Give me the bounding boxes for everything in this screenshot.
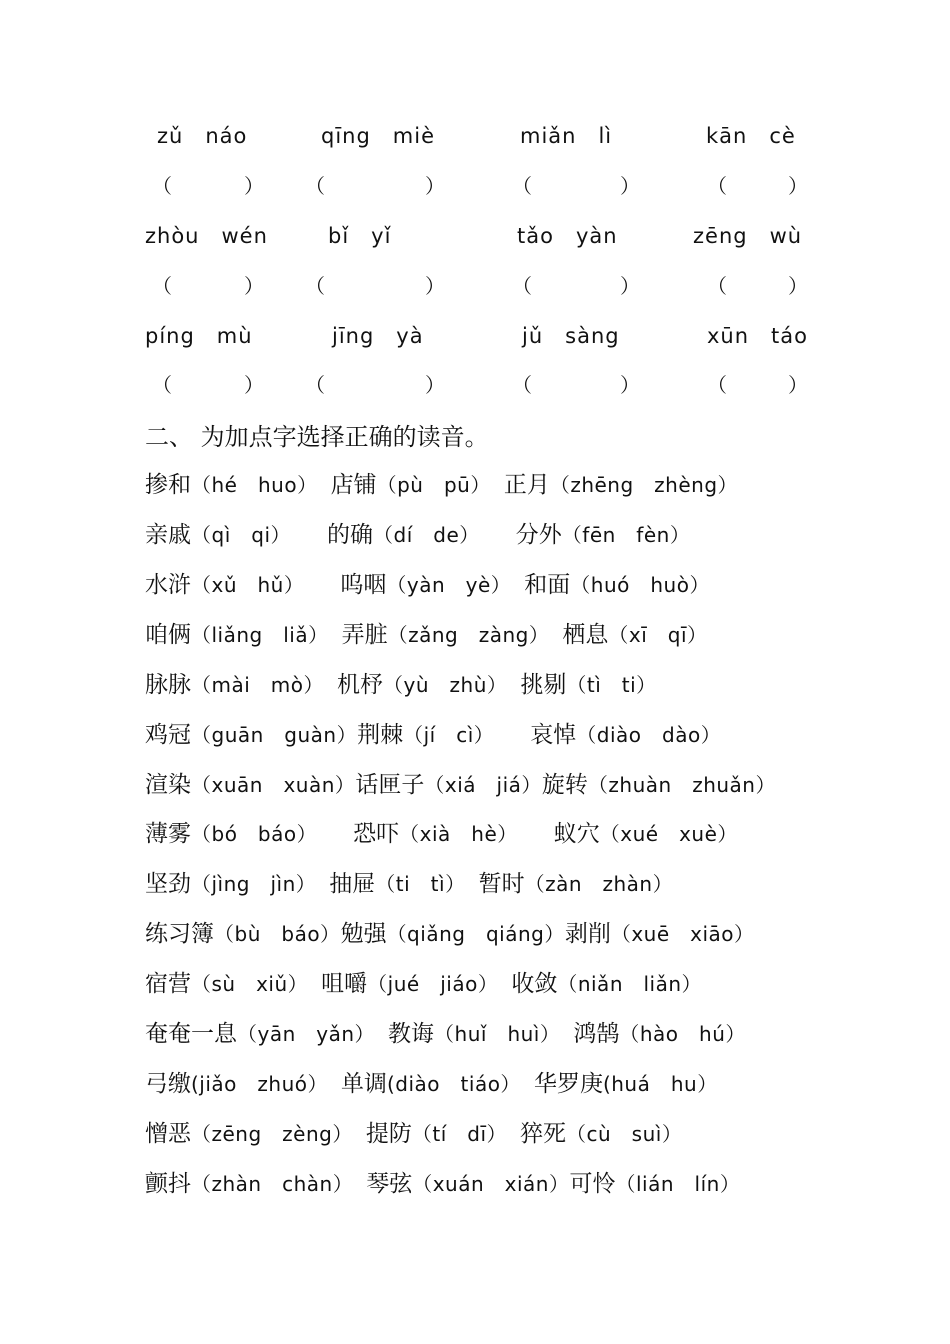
close-paren: ） (788, 274, 808, 298)
close-paren: ） (244, 174, 264, 198)
pinyin-item: miǎn lì (520, 124, 613, 148)
pinyin-options: （yù zhù） (383, 673, 498, 697)
choice-line (145, 516, 690, 549)
pinyin-item: xūn táo (707, 324, 808, 348)
close-paren: ） (244, 274, 264, 298)
pinyin-options: （zhuàn zhuǎn） (587, 773, 776, 797)
word: 宿营 (145, 971, 191, 997)
choice-line (145, 1015, 746, 1048)
pinyin-options: （tì ti） (566, 673, 657, 697)
pinyin-options: （liǎng liǎ） (191, 623, 319, 647)
word: 坚劲 (145, 871, 191, 897)
word: 栖息 (562, 622, 609, 648)
close-paren: ） (620, 274, 640, 298)
word: 收敛 (511, 971, 558, 997)
pinyin-options: （jí cì） (403, 723, 485, 747)
word: 练习簿 (145, 921, 214, 947)
open-paren: （ (707, 373, 727, 397)
word: 薄雾 (145, 821, 191, 847)
word: 可怜 (569, 1171, 616, 1197)
close-paren: ） (425, 373, 445, 397)
close-paren: ） (788, 373, 808, 397)
word: 渲染 (145, 772, 191, 798)
word: 华罗庚 (533, 1071, 603, 1097)
word: 提防 (365, 1121, 412, 1147)
pinyin-options: （yān yǎn） (237, 1022, 366, 1046)
choice-line (145, 915, 755, 948)
close-paren: ） (620, 174, 640, 198)
word: 挑剔 (520, 672, 567, 698)
word: 弄脏 (341, 622, 388, 648)
close-paren: ） (244, 373, 264, 397)
pinyin-options: （huǐ huì） (434, 1022, 551, 1046)
pinyin-options: （zhēng zhèng） (549, 473, 739, 497)
word: 亲戚 (145, 522, 191, 548)
choice-line (145, 666, 657, 699)
choice-line (145, 616, 708, 649)
pinyin-options: （huó huò） (570, 573, 710, 597)
pinyin-options: （xī qī） (608, 623, 708, 647)
pinyin-options: （tí dī） (411, 1122, 498, 1146)
open-paren: （ (512, 274, 532, 298)
word: 荆棘 (357, 722, 404, 748)
pinyin-options: （niǎn liǎn） (557, 972, 703, 996)
pinyin-options: （ti tì） (375, 872, 456, 896)
word: 剥削 (564, 921, 611, 947)
word: 咱俩 (145, 622, 191, 648)
word: 机杼 (337, 672, 384, 698)
open-paren: （ (512, 373, 532, 397)
choice-line (145, 865, 673, 898)
word: 憎恶 (145, 1121, 191, 1147)
word: 恐吓 (353, 821, 400, 847)
word: 正月 (503, 472, 550, 498)
pinyin-options: （sù xiǔ） (191, 972, 299, 996)
choice-line (145, 766, 776, 799)
close-paren: ） (425, 274, 445, 298)
pinyin-options: （xuán xián） (412, 1172, 570, 1196)
pinyin-options: （yàn yè） (386, 573, 502, 597)
pinyin-item: zēng wù (693, 224, 803, 248)
pinyin-options: （fēn fèn） (561, 523, 691, 547)
word: 鸿鹄 (573, 1021, 620, 1047)
word: 抽屉 (329, 871, 376, 897)
answer-blank-row (0, 270, 950, 300)
pinyin-options: （qiǎng qiáng） (386, 922, 565, 946)
word: 奄奄一息 (145, 1021, 237, 1047)
open-paren: （ (305, 373, 325, 397)
choice-line (145, 1115, 682, 1148)
pinyin-options: （jué jiáo） (367, 972, 489, 996)
word: 琴弦 (366, 1171, 413, 1197)
choice-line (145, 815, 738, 848)
pinyin-options: （zàn zhàn） (524, 872, 674, 896)
pinyin-options: （guān guàn） (191, 723, 358, 747)
word: 勉强 (340, 921, 387, 947)
pinyin-options: （mài mò） (191, 673, 315, 697)
pinyin-item: zhòu wén (145, 224, 268, 248)
pinyin-item: tǎo yàn (517, 224, 618, 248)
word: 颤抖 (145, 1171, 191, 1197)
word: 分外 (515, 522, 562, 548)
choice-line (145, 1165, 740, 1198)
pinyin-options: （pù pū） (376, 473, 481, 497)
pinyin-row (0, 320, 950, 350)
pinyin-item: píng mù (145, 324, 253, 348)
pinyin-options: （jìng jìn） (191, 872, 307, 896)
word: 单调 (341, 1071, 387, 1097)
choice-line (145, 1065, 718, 1098)
pinyin-options: （xià hè） (399, 822, 508, 846)
pinyin-options: (diào tiáo） (387, 1072, 511, 1096)
answer-blank-row (0, 369, 950, 399)
pinyin-options: （qì qi） (191, 523, 282, 547)
open-paren: （ (152, 373, 172, 397)
pinyin-options: （xué xuè） (599, 822, 738, 846)
pinyin-options: （zēng zèng） (191, 1122, 343, 1146)
pinyin-options: （diào dào） (576, 723, 722, 747)
word: 脉脉 (145, 672, 191, 698)
word: 话匣子 (355, 772, 425, 798)
pinyin-options: （xuē xiāo） (610, 922, 755, 946)
answer-blank-row (0, 170, 950, 200)
pinyin-options: （zǎng zàng） (387, 623, 540, 647)
pinyin-options: （xuān xuàn） (191, 773, 356, 797)
pinyin-options: （bó báo） (191, 822, 308, 846)
pinyin-options: （cù suì） (566, 1122, 683, 1146)
word: 鸡冠 (145, 722, 191, 748)
open-paren: （ (512, 174, 532, 198)
word: 暂时 (478, 871, 525, 897)
pinyin-options: （hé huo） (191, 473, 308, 497)
open-paren: （ (707, 174, 727, 198)
close-paren: ） (620, 373, 640, 397)
open-paren: （ (305, 174, 325, 198)
choice-line (145, 716, 721, 749)
word: 水浒 (145, 572, 191, 598)
word: 咀嚼 (321, 971, 368, 997)
choice-line (145, 466, 738, 499)
word: 旋转 (541, 772, 588, 798)
open-paren: （ (305, 274, 325, 298)
pinyin-options: （hào hú） (619, 1022, 746, 1046)
pinyin-item: jǔ sàng (522, 324, 620, 348)
choice-line (145, 965, 702, 998)
pinyin-row (0, 120, 950, 150)
open-paren: （ (152, 274, 172, 298)
pinyin-item: kān cè (706, 124, 796, 148)
pinyin-options: （zhàn chàn） (191, 1172, 344, 1196)
open-paren: （ (152, 174, 172, 198)
close-paren: ） (788, 174, 808, 198)
section-heading: 二、 为加点字选择正确的读音。 (145, 423, 489, 451)
word: 教诲 (388, 1021, 435, 1047)
word: 弓缴 (145, 1071, 191, 1097)
word: 呜咽 (340, 572, 387, 598)
pinyin-options: （xiá jiá） (424, 773, 542, 797)
pinyin-options: （dí de） (373, 523, 470, 547)
word: 店铺 (330, 472, 377, 498)
word: 猝死 (520, 1121, 567, 1147)
word: 哀悼 (530, 722, 577, 748)
word: 蚁穴 (553, 821, 600, 847)
pinyin-options: （xǔ hǔ） (191, 573, 295, 597)
word: 的确 (327, 522, 374, 548)
word: 和面 (524, 572, 571, 598)
open-paren: （ (707, 274, 727, 298)
pinyin-item: jīng yà (332, 324, 424, 348)
pinyin-item: bǐ yǐ (328, 224, 392, 248)
pinyin-item: zǔ náo (157, 124, 248, 148)
pinyin-options: (huá hu） (602, 1072, 718, 1096)
pinyin-options: （bù báo） (214, 922, 341, 946)
pinyin-options: (jiǎo zhuó） (191, 1072, 318, 1096)
pinyin-item: qīng miè (321, 124, 436, 148)
pinyin-row (0, 220, 950, 250)
close-paren: ） (425, 174, 445, 198)
pinyin-options: （lián lín） (615, 1172, 741, 1196)
choice-line (145, 566, 710, 599)
word: 掺和 (145, 472, 191, 498)
